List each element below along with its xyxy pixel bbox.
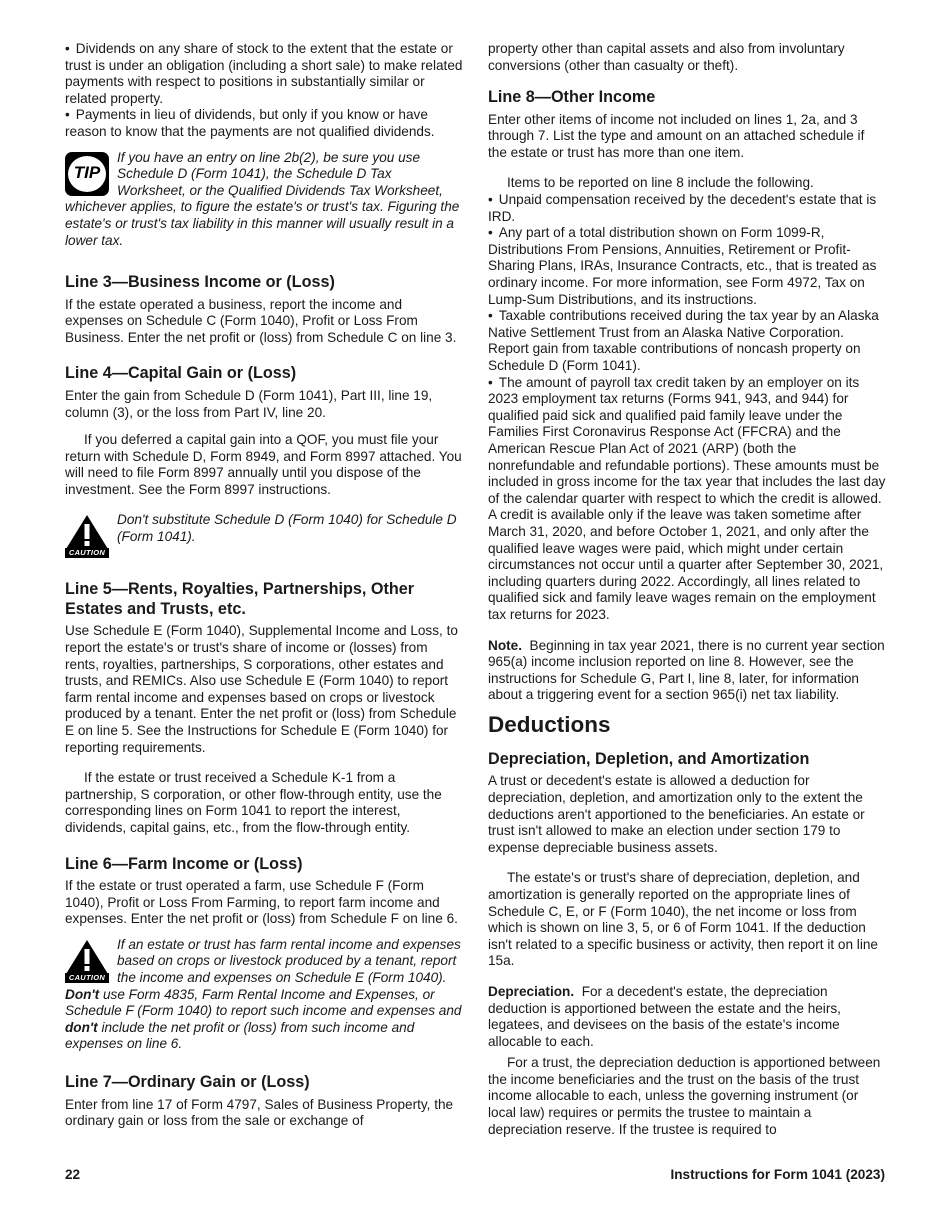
paragraph: property other than capital assets and also from involuntary conversions (other than casualty or theft). — [488, 41, 845, 73]
paragraph: If the estate or trust operated a farm, use Schedule F (Form 1040), Profit or Loss From Farming, to report farm income and expenses. Enter the net profit or (loss) from Schedule F on line 6. — [65, 878, 458, 927]
caution-icon-label: CAUTION — [65, 973, 109, 983]
caution-note — [65, 512, 463, 558]
paragraph: Enter the gain from Schedule D (Form 1041), Part III, line 19, column (3), or the loss from Part IV, line 20. — [65, 387, 433, 420]
caution-icon — [65, 514, 109, 558]
note-text: Beginning in tax year 2021, there is no current year section 965(a) income inclusion reported on line 8. However, see the instructions for Schedule G, Part I, line 8, later, for information about a triggering event for a section 965(i) net tax liability. — [488, 637, 885, 703]
caution-icon — [65, 939, 109, 983]
tip-text: If you have an entry on line 2b(2), be sure you use Schedule D (Form 1041), the Schedule D Tax Worksheet, or the Qualified Dividends Tax Worksheet, whichever applies, to figure the estate's or trust's tax. Figuring the estate's or trust's tax liability in this manner will usually result in a lower tax. — [65, 149, 460, 248]
paragraph: Items to be reported on line 8 include the following. — [507, 175, 814, 191]
note-paragraph — [488, 638, 886, 704]
list-item: • Dividends on any share of stock to the extent that the estate or trust is under an obligation (including a short sale) to make related payments with respect to positions in substantially similar or related property. — [65, 41, 463, 107]
caution-emphasis: Don't — [65, 986, 100, 1002]
paragraph: If the estate operated a business, report the income and expenses on Schedule C (Form 1040), Profit or Loss From Business. Enter the net profit or (loss) from Schedule C on line 3. — [65, 296, 457, 345]
list-item: • Unpaid compensation received by the decedent's estate that is IRD. — [488, 192, 886, 225]
heading-line-4: Line 4—Capital Gain or (Loss) — [65, 364, 297, 383]
caution-emphasis: don't — [65, 1019, 98, 1035]
paragraph: If the estate or trust received a Schedule K-1 from a partnership, S corporation, or other flow-through entity, use the corresponding lines on Form 1041 to report the interest, dividends, capital gains, etc., from the flow-through entity. — [65, 770, 442, 835]
paragraph: A trust or decedent's estate is allowed a deduction for depreciation, depletion, and amortization only to the extent the deductions aren't apportioned to the beneficiaries. An estate or trust isn't allowed to make an election under section 179 to expense depreciable business assets. — [488, 773, 865, 855]
list-item: • The amount of payroll tax credit taken by an employer on its 2023 employment tax returns (Forms 941, 943, and 944) for qualified paid sick and qualified paid family leave under the Families First Coronavirus Response Act (FFCRA) and the American Rescue Plan Act of 2021 (ARP) (both the nonrefundable and refundable portions). These amounts must be included in gross income for the tax year that includes the last day of the calendar quarter with respect to which the credit is allowed. A credit is available only if the leave was taken sometime after March 31, 2020, and before October 1, 2021, and only after the qualified leave wages were paid, which might under certain circumstances not occur until a quarter after September 30, 2021, including quarters during 2022. Accordingly, all lines related to qualified sick and family leave wages remain on the employment tax returns for 2023. — [488, 375, 886, 624]
tip-note — [65, 150, 463, 250]
paragraph: Use Schedule E (Form 1040), Supplemental Income and Loss, to report the estate's or trust's share of income or (losses) from rents, royalties, partnerships, S corporations, other estates and trusts, and REMICs. Also use Schedule E (Form 1040) to report farm rental income and expenses based on crops or livestock produced by a tenant. Enter the net profit or (loss) from Schedule E on line 5. See the Instructions for Schedule E (Form 1040) for reporting requirements. — [65, 623, 458, 755]
list-item: • Any part of a total distribution shown on Form 1099-R, Distributions From Pensions, Annuities, Retirement or Profit-Sharing Plans, IRAs, Insurance Contracts, etc., that is treated as ordinary income. For more information, see Form 4972, Tax on Lump-Sum Distributions, and its instructions. — [488, 225, 886, 308]
list-item: • Taxable contributions received during the tax year by an Alaska Native Settlement Trust from an Alaska Native Corporation. Report gain from taxable contributions of noncash property on Schedule D (Form 1041). — [488, 308, 886, 374]
left-column — [65, 41, 463, 1130]
right-column — [488, 41, 886, 1138]
caution-text: Don't substitute Schedule D (Form 1040) for Schedule D (Form 1041). — [117, 512, 457, 545]
paragraph: For a trust, the depreciation deduction is apportioned between the income beneficiaries and the trust on the basis of the trust income allocable to each, unless the governing instrument (or local law) requires or permits the trustee to maintain a depreciation reserve. If the trustee is required to — [488, 1055, 881, 1137]
document-title: Instructions for Form 1041 (2023) — [670, 1167, 885, 1182]
heading-line-3: Line 3—Business Income or (Loss) — [65, 273, 335, 292]
tip-icon-label: TIP — [68, 156, 106, 192]
tip-icon — [65, 152, 109, 196]
paragraph: If you deferred a capital gain into a QOF, you must file your return with Schedule D, Form 8949, and Form 8997 attached. You will need to file Form 8997 annually until you dispose of the investment. See the Form 8997 instructions. — [65, 432, 462, 497]
heading-line-6: Line 6—Farm Income or (Loss) — [65, 854, 303, 873]
caution-icon-label: CAUTION — [65, 548, 109, 558]
caution-text: If an estate or trust has farm rental income and expenses based on crops or livestock produced by a tenant, report the income and expenses on Schedule E (Form 1040). — [117, 936, 461, 986]
heading-line-8: Line 8—Other Income — [488, 88, 656, 107]
caution-text: include the net profit or (loss) from such income and expenses on line 6. — [65, 1019, 415, 1052]
heading-depreciation-depletion-amortization: Depreciation, Depletion, and Amortization — [488, 749, 810, 768]
caution-text: use Form 4835, Farm Rental Income and Expenses, or Schedule F (Form 1040) to report such income and expenses and — [65, 986, 462, 1019]
paragraph: Enter from line 17 of Form 4797, Sales of Business Property, the ordinary gain or loss from the sale or exchange of — [65, 1096, 454, 1129]
caution-note — [65, 937, 463, 1053]
note-label: Note. — [488, 637, 522, 653]
depreciation-label: Depreciation. — [488, 983, 575, 999]
paragraph: The estate's or trust's share of depreciation, depletion, and amortization is generally reported on the appropriate lines of Schedule C, E, or F (Form 1040), the net income or loss from which is shown on line 3, 5, or 6 of Form 1041. If the deduction isn't related to a specific business or activity, then report it on line 15a. — [488, 870, 878, 969]
heading-line-7: Line 7—Ordinary Gain or (Loss) — [65, 1073, 310, 1092]
depreciation-paragraph — [488, 984, 886, 1050]
heading-line-5: Line 5—Rents, Royalties, Partnerships, Other Estates and Trusts, etc. — [65, 580, 415, 618]
list-item: • Payments in lieu of dividends, but only if you know or have reason to know that the payments are not qualified dividends. — [65, 107, 463, 140]
heading-deductions: Deductions — [488, 711, 611, 737]
page-number: 22 — [65, 1167, 81, 1182]
paragraph: Enter other items of income not included on lines 1, 2a, and 3 through 7. List the type and amount on an attached schedule if the estate or trust has more than one item. — [488, 111, 865, 160]
depreciation-text: For a decedent's estate, the depreciation deduction is apportioned between the estate and the heirs, legatees, and devisees on the basis of the estate's income allocable to each. — [488, 983, 841, 1049]
